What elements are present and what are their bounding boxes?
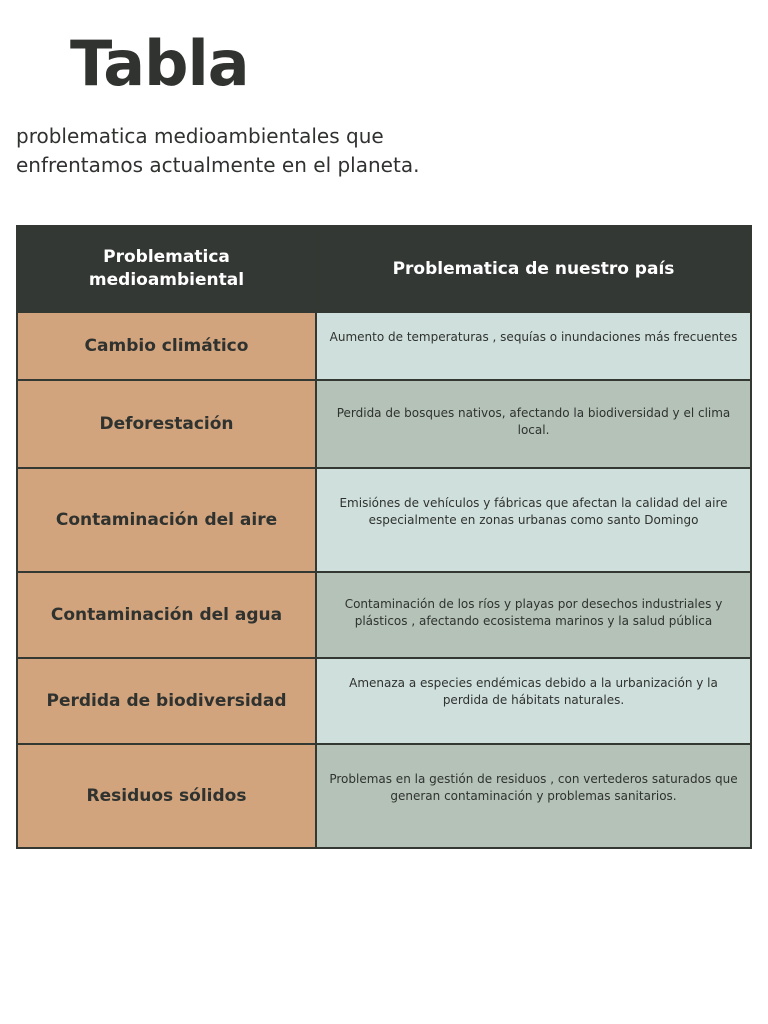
table-header (17, 226, 751, 312)
description-text: Amenaza a especies endémicas debido a la urbanización y la perdida de hábitats naturales. (349, 676, 718, 707)
description-text: Contaminación de los ríos y playas por desechos industriales y plásticos , afectando ecosistema marinos y la salud pública (344, 597, 723, 628)
description-text: Emisiónes de vehículos y fábricas que afectan la calidad del aire especialmente en zonas urbanas como santo Domingo (339, 496, 728, 527)
problem-cell: Contaminación del aire (17, 468, 316, 572)
header-environmental-problem: Problematica medioambiental (17, 226, 316, 312)
problem-cell: Cambio climático (17, 312, 316, 380)
description-cell (316, 572, 751, 658)
problem-cell: Perdida de biodiversidad (17, 658, 316, 744)
description-cell (316, 380, 751, 468)
header-country-problem: Problematica de nuestro país (316, 226, 751, 312)
table-header-row (17, 226, 751, 312)
description-cell (316, 744, 751, 848)
table-row (17, 380, 751, 468)
page-title: Tabla (70, 27, 249, 100)
table-row (17, 572, 751, 658)
table-body (17, 312, 751, 848)
table-row (17, 468, 751, 572)
description-cell (316, 658, 751, 744)
problems-table-container (16, 225, 750, 849)
table-row (17, 312, 751, 380)
table-row (17, 744, 751, 848)
page-subtitle: problematica medioambientales que enfrentamos actualmente en el planeta. (16, 124, 420, 177)
problem-cell: Contaminación del agua (17, 572, 316, 658)
table-row (17, 658, 751, 744)
description-text: Aumento de temperaturas , sequías o inundaciones más frecuentes (329, 329, 738, 344)
description-text: Problemas en la gestión de residuos , con vertederos saturados que generan contaminación y problemas sanitarios. (329, 772, 738, 803)
problems-table (16, 225, 752, 849)
problem-cell: Residuos sólidos (17, 744, 316, 848)
description-text: Perdida de bosques nativos, afectando la biodiversidad y el clima local. (336, 406, 731, 437)
description-cell (316, 312, 751, 380)
description-cell (316, 468, 751, 572)
problem-cell: Deforestación (17, 380, 316, 468)
